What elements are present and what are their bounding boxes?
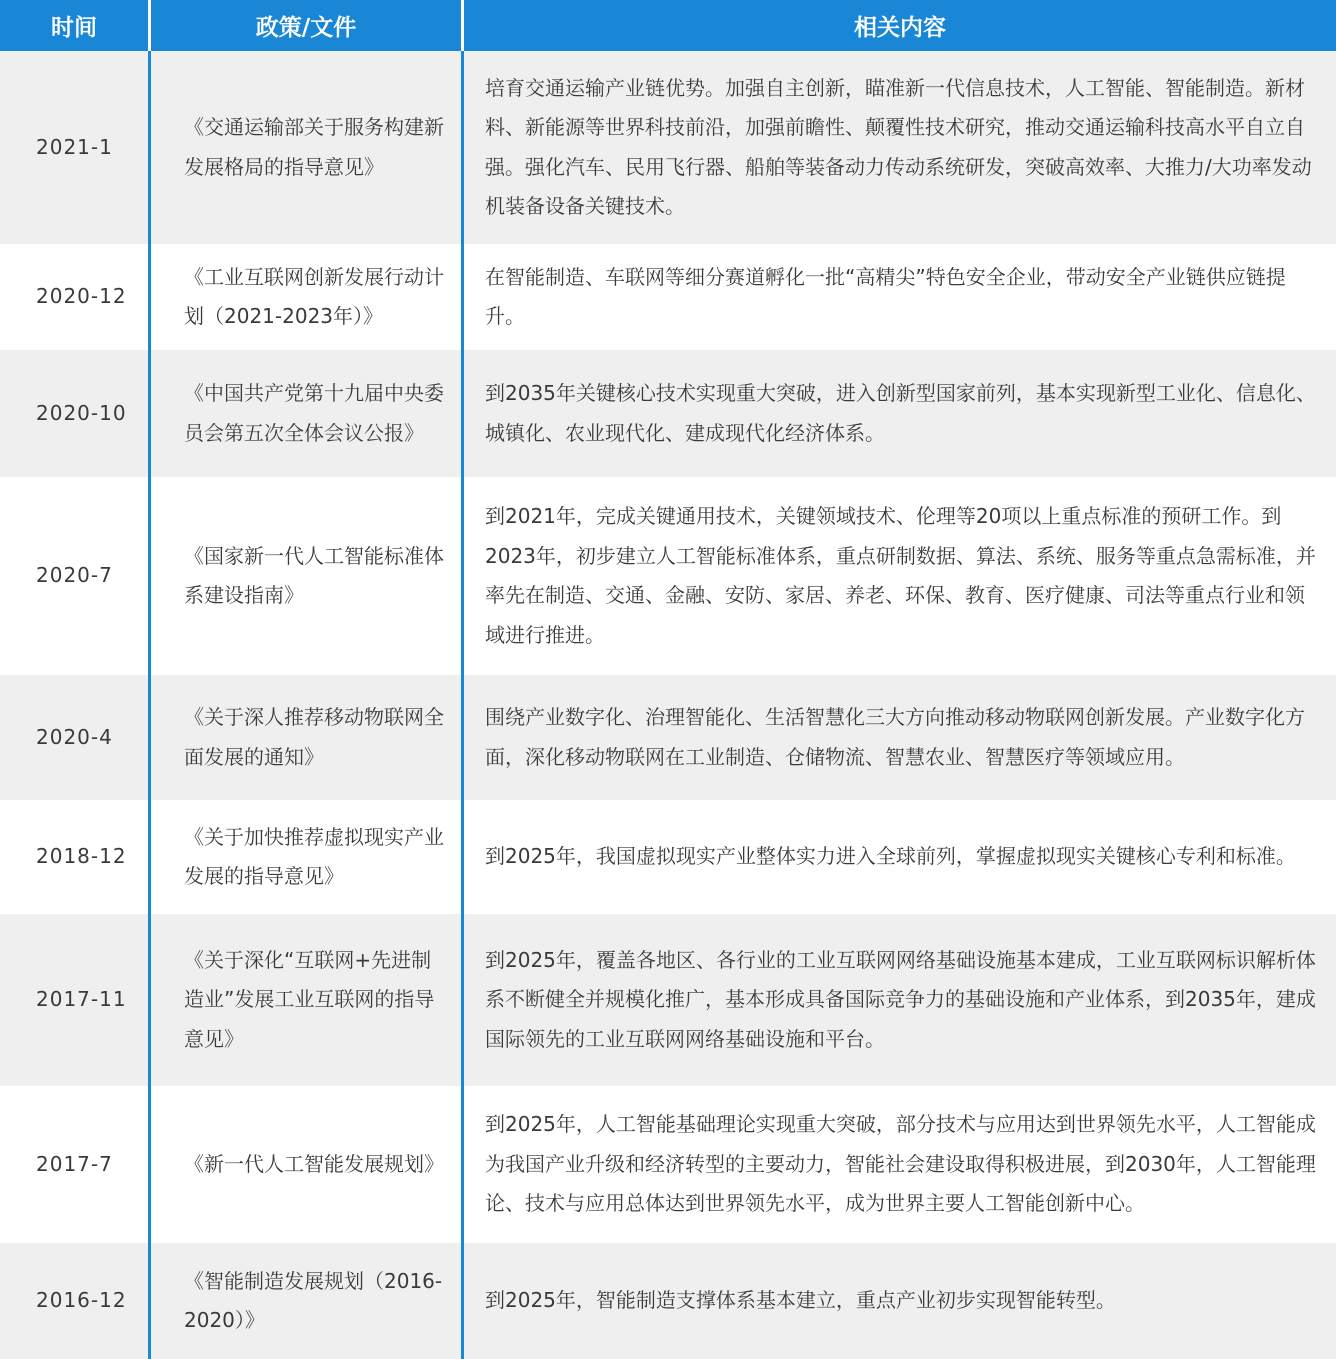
- header-time: 时间: [51, 15, 97, 41]
- header-content: 相关内容: [854, 15, 946, 41]
- row-content: 到2025年，覆盖各地区、各行业的工业互联网网络基础设施基本建成，工业互联网标识解析体系不断健全并规模化推广，基本形成具备国际竞争力的基础设施和产业体系，到2035年，建成国际领先的工业互联网网络基础设施和平台。: [485, 947, 1316, 1051]
- table-row: [0, 1086, 1336, 1243]
- row-content: 在智能制造、车联网等细分赛道孵化一批“高精尖”特色安全企业，带动安全产业链供应链提升。: [485, 264, 1286, 328]
- table-row: [0, 1243, 1336, 1359]
- column-divider: [148, 51, 151, 1359]
- table-row: [0, 800, 1336, 914]
- row-date: 2021-1: [36, 134, 113, 159]
- row-policy: 《交通运输部关于服务构建新发展格局的指导意见》: [184, 115, 444, 179]
- table-row: [0, 244, 1336, 350]
- row-date: 2020-12: [36, 284, 127, 309]
- row-policy: 《关于深人推荐移动物联网全面发展的通知》: [184, 705, 444, 769]
- table-row: [0, 914, 1336, 1086]
- row-policy: 《新一代人工智能发展规划》: [184, 1151, 444, 1176]
- row-date: 2017-11: [36, 987, 127, 1012]
- table-header: [0, 0, 1336, 51]
- row-date: 2016-12: [36, 1288, 127, 1313]
- row-policy: 《中国共产党第十九届中央委员会第五次全体会议公报》: [184, 381, 444, 445]
- row-content: 围绕产业数字化、治理智能化、生活智慧化三大方向推动移动物联网创新发展。产业数字化方面，深化移动物联网在工业制造、仓储物流、智慧农业、智慧医疗等领域应用。: [485, 705, 1305, 769]
- row-date: 2020-7: [36, 563, 113, 588]
- row-date: 2018-12: [36, 844, 127, 869]
- row-content: 培育交通运输产业链优势。加强自主创新，瞄准新一代信息技术，人工智能、智能制造。新材料、新能源等世界科技前沿，加强前瞻性、颠覆性技术研究，推动交通运输科技高水平自立自强。强化汽车、民用飞行器、船舶等装备动力传动系统研发，突破高效率、大推力/大功率发动机装备设备关键技术。: [485, 75, 1312, 218]
- table-row: [0, 350, 1336, 477]
- table-row: [0, 477, 1336, 675]
- row-policy: 《工业互联网创新发展行动计划（2021-2023年）》: [184, 264, 444, 328]
- table-row: [0, 675, 1336, 800]
- column-divider: [461, 51, 464, 1359]
- row-content: 到2025年，智能制造支撑体系基本建立，重点产业初步实现智能转型。: [485, 1288, 1116, 1313]
- row-policy: 《国家新一代人工智能标准体系建设指南》: [184, 543, 444, 607]
- row-content: 到2025年，我国虚拟现实产业整体实力进入全球前列，掌握虚拟现实关键核心专利和标准。: [485, 844, 1296, 869]
- row-policy: 《关于加快推荐虚拟现实产业发展的指导意见》: [184, 824, 444, 888]
- row-date: 2017-7: [36, 1151, 113, 1176]
- row-date: 2020-4: [36, 724, 113, 749]
- row-policy: 《关于深化“互联网+先进制造业”发展工业互联网的指导意见》: [184, 947, 435, 1051]
- table-row: [0, 51, 1336, 244]
- row-date: 2020-10: [36, 400, 127, 425]
- header-policy: 政策/文件: [255, 15, 357, 41]
- row-content: 到2025年，人工智能基础理论实现重大突破，部分技术与应用达到世界领先水平，人工智能成为我国产业升级和经济转型的主要动力，智能社会建设取得积极进展，到2030年，人工智能理论、技术与应用总体达到世界领先水平，成为世界主要人工智能创新中心。: [485, 1112, 1316, 1216]
- row-content: 到2021年，完成关键通用技术，关键领域技术、伦理等20项以上重点标准的预研工作。到2023年，初步建立人工智能标准体系，重点研制数据、算法、系统、服务等重点急需标准，并率先在制造、交通、金融、安防、家居、养老、环保、教育、医疗健康、司法等重点行业和领域进行推进。: [485, 504, 1316, 647]
- row-content: 到2035年关键核心技术实现重大突破，进入创新型国家前列，基本实现新型工业化、信息化、城镇化、农业现代化、建成现代化经济体系。: [485, 381, 1316, 445]
- row-policy: 《智能制造发展规划（2016-2020）》: [184, 1268, 443, 1332]
